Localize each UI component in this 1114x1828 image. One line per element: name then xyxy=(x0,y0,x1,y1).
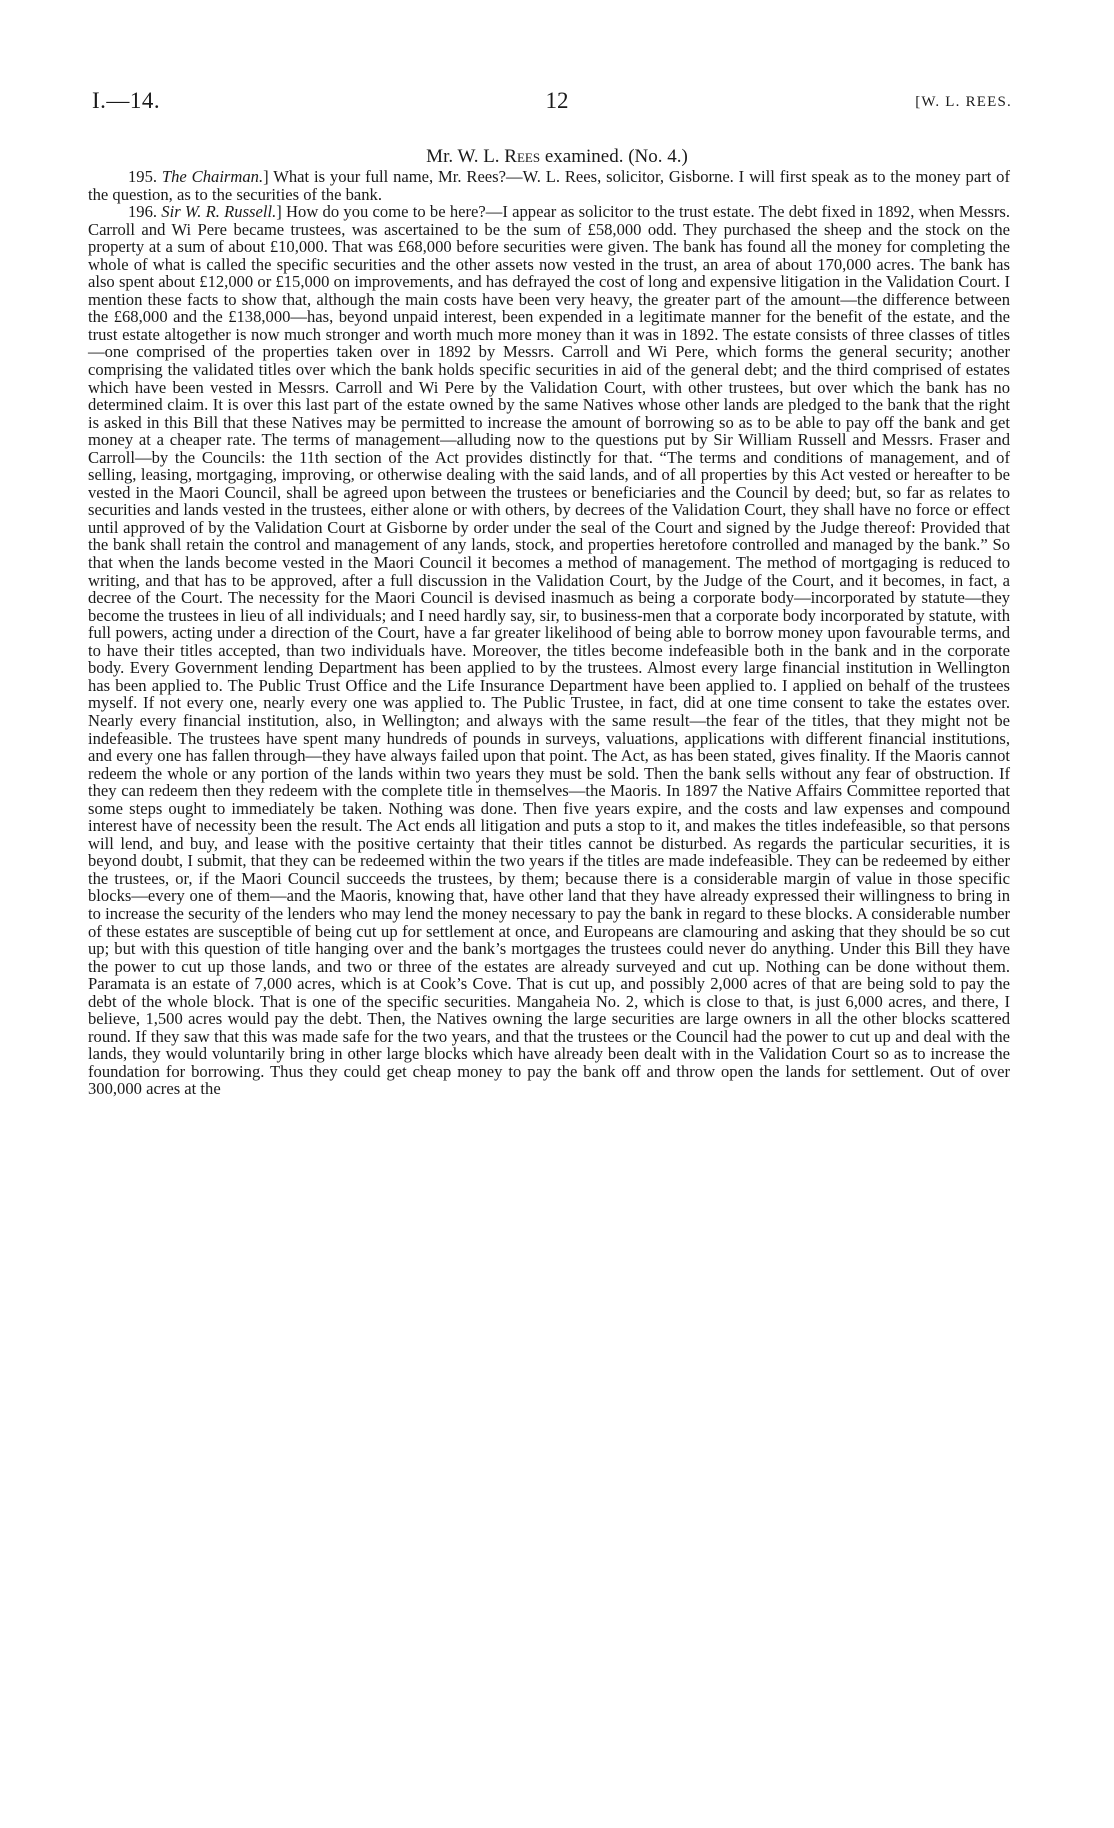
question-number: 195. xyxy=(128,167,162,186)
page-header xyxy=(0,88,1114,124)
heading-prefix: Mr. W. L. xyxy=(426,146,505,167)
page-number: 12 xyxy=(545,88,569,113)
witness-running-head: [W. L. REES. xyxy=(915,94,1012,110)
document-body xyxy=(88,168,1010,1098)
question-text: ] How do you come to be here?—I appear as solicitor to the trust estate. The debt fixed in 1892, when Messrs. Carroll and Wi Pere became trustees, was ascertained to be the sum of £58,000 odd. They purchased the sheep and the stock on the property at a sum of about £10,000. That was £68,000 before securities were given. The bank has found all the money for completing the whole of what is called the specific securities and the other assets now vested in the trust, an area of about 170,000 acres. The bank has also spent about £12,000 or £15,000 on improvements, and has defrayed the cost of long and expensive litigation in the Validation Court. I mention these facts to show that, although the main costs have been very heavy, the greater part of the amount—the difference between the £68,000 and the £138,000—has, beyond unpaid interest, been expended in a legitimate manner for the benefit of the estate, and the trust estate altogether is now much stronger and worth much more money than it was in 1892. The estate consists of three classes of titles—one comprised of the properties taken over in 1892 by Messrs. Carroll and Wi Pere, which forms the general security; another comprising the validated titles over which the bank holds specific securities in aid of the general debt; and the third comprised of estates which have been vested in Messrs. Carroll and Wi Pere by the Validation Court, with other trustees, but over which the bank has no determined claim. It is over this last part of the estate owned by the same Natives whose other lands are pledged to the bank that the right is asked in this Bill that these Natives may be permitted to increase the amount of borrowing so as to be able to pay off the bank and get money at a cheaper rate. The terms of management—alluding now to the questions put by Sir William Russell and Messrs. Fraser and Carroll—by the Councils: the 11th section of the Act provides distinctly for that. “The terms and conditions of management, and of selling, leasing, mortgaging, improving, or otherwise dealing with the said lands, and of all properties by this Act vested or hereafter to be vested in the Maori Council, shall be agreed upon between the trustees or beneficiaries and the Council by deed; but, so far as relates to securities and lands vested in the trustees, either alone or with others, by decrees of the Validation Court, they shall have no force or effect until approved of by the Validation Court at Gisborne by order under the seal of the Court and signed by the Judge thereof: Provided that the bank shall retain the control and management of any lands, stock, and properties heretofore controlled and managed by the bank.” So that when the lands become vested in the Maori Council it becomes a method of management. The method of mortgaging is reduced to writing, and that has to be approved, after a full discussion in the Validation Court, by the Judge of the Court, and it becomes, in fact, a decree of the Court. The necessity for the Maori Council is devised inasmuch as being a corporate body—incorporated by statute—they become the trustees in lieu of all individuals; and I need hardly say, sir, to business-men that a corporate body incorporated by statute, with full powers, acting under a direction of the Court, have a far greater likelihood of being able to borrow money upon favourable terms, and to have their titles accepted, than two individuals have. Moreover, the titles become indefeasible both in the bank and in the corporate body. Every Government lending Department has been applied to by the trustees. Almost every large financial institution in Wellington has been applied to. The Public Trust Office and the Life Insurance Department have been applied to. I applied on behalf of the trustees myself. If not every one, nearly every one was applied to. The Public Trustee, in fact, did at one time consent to take the estates over. Nearly every financial institution, also, in Wellington; and always with the same result—the fear of the titles, that they might not be indefeasible. The trustees have spent many hundreds of pounds in surveys, valuations, applications with different financial institutions, and every one has fallen through—they have always failed upon that point. The Act, as has been stated, gives finality. If the Maoris cannot redeem the whole or any portion of the lands within two years they must be sold. Then the bank sells without any fear of obstruction. If they can redeem then they redeem with the complete title in themselves—the Maoris. In 1897 the Native Affairs Committee reported that some steps ought to immediately be taken. Nothing was done. Then five years expire, and the costs and law expenses and compound interest have of necessity been the result. The Act ends all litigation and puts a stop to it, and makes the titles indefeasible, so that persons will lend, and buy, and lease with the positive certainty that their titles cannot be disturbed. As regards the particular securities, it is beyond doubt, I submit, that they can be redeemed within the two years if the titles are made indefeasible. They can be redeemed by either the trustees, or, if the Maori Council succeeds the trustees, by them; because there is a considerable margin of value in those specific blocks—every one of them—and the Maoris, knowing that, have other land that they have already expressed their willingness to bring in to increase the security of the lenders who may lend the money necessary to pay the bank in regard to these blocks. A considerable number of these estates are susceptible of being cut up for settlement at once, and Europeans are clamouring and asking that they should be so cut up; but with this question of title hanging over and the bank’s mortgages the trustees could never do anything. Under this Bill they have the power to cut up those lands, and two or three of the estates are already surveyed and cut up. Nothing can be done without them. Paramata is an estate of 7,000 acres, which is at Cook’s Cove. That is cut up, and possibly 2,000 acres of that are being sold to pay the debt of the whole block. That is one of the specific securities. Mangaheia No. 2, which is close to that, is just 6,000 acres, and there, I believe, 1,500 acres would pay the debt. Then, the Natives owning the large securities are large owners in all the other blocks scattered round. If they saw that this was made safe for the two years, and that the trustees or the Council had the power to cut up and deal with the lands, they would voluntarily bring in other large blocks which have already been dealt with in the Validation Court so as to increase the foundation for borrowing. Thus they could get cheap money to pay the bank off and throw open the lands for settlement. Out of over 300,000 acres at the xyxy=(88,202,1010,1099)
heading-suffix: examined. (No. 4.) xyxy=(540,146,688,167)
question-number: 196. xyxy=(128,202,162,222)
section-heading xyxy=(0,146,1114,168)
question-speaker: The Chairman. xyxy=(161,167,264,186)
question-196 xyxy=(88,203,1010,1098)
question-speaker: Sir W. R. Russell. xyxy=(161,202,277,222)
question-195 xyxy=(88,168,1010,203)
question-text: ] What is your full name, Mr. Rees?—W. L. Rees, solicitor, Gisborne. I will first speak as to the money part of the question, as to the securities of the bank. xyxy=(88,167,1011,204)
document-reference: I.—14. xyxy=(92,88,161,113)
heading-surname: Rees xyxy=(504,146,541,167)
